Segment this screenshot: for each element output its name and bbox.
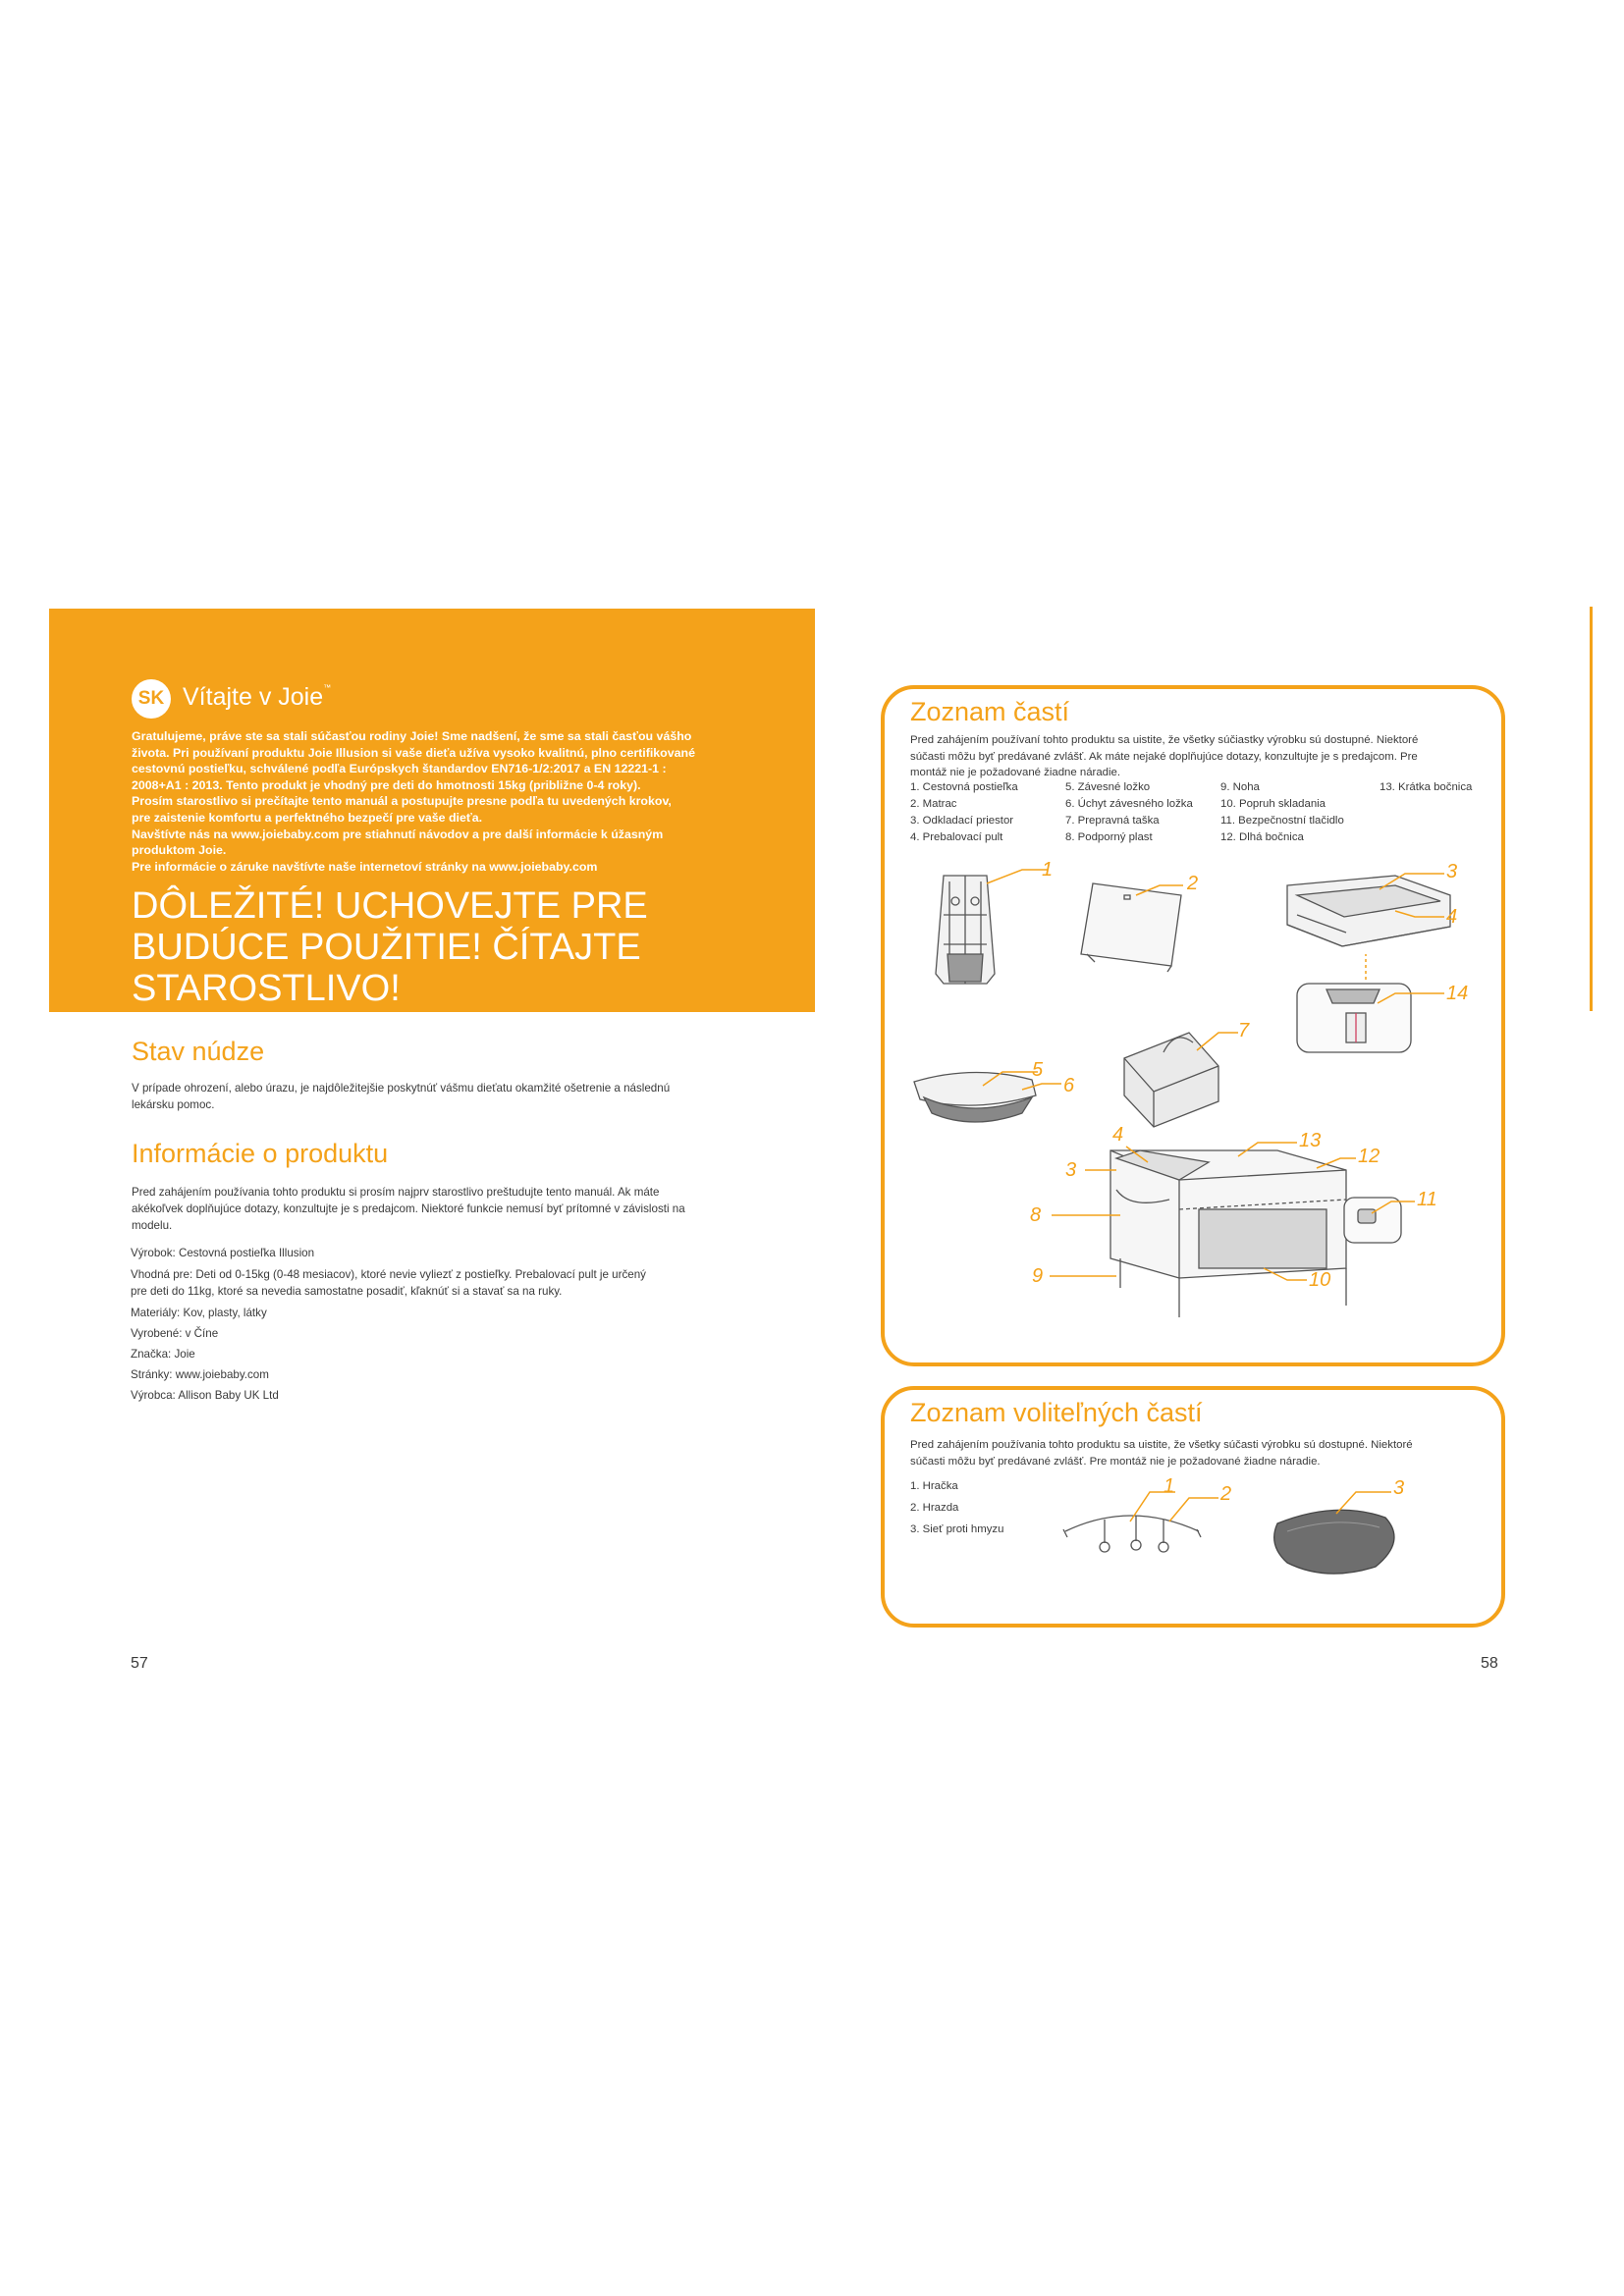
changer-storage-drawing bbox=[1287, 876, 1450, 946]
welcome-banner bbox=[49, 609, 815, 1012]
emergency-heading: Stav núdze bbox=[132, 1037, 265, 1066]
folded-cot-drawing bbox=[936, 876, 995, 984]
optional-parts-illustration bbox=[1042, 1472, 1493, 1590]
assembled-cot-drawing bbox=[1110, 1150, 1346, 1317]
parts-list-title: Zoznam častí bbox=[910, 697, 1070, 726]
spec-made-in: Vyrobené: v Číne bbox=[131, 1327, 219, 1340]
optional-item: 1. Hračka bbox=[910, 1480, 958, 1492]
callout-11: 11 bbox=[1417, 1189, 1437, 1210]
intro-text: Gratulujeme, práve ste sa stali súčasťou rodiny Joie! Sme nadšení, že sme sa stali časťou vášho života. Pri používaní produktu Joie Illusion si vaše dieťa užíva vysoko kvalitnú, plno certifikované cestovnú postieľku, schválené podľa Európskych štandardov EN716-1/2:2017 a EN 12221-1 : 2008+A1 : 2013. Tento produkt je vhodný pre deti do hmotnosti 15kg (približne 0-4 roky). Prosím starostlivo si prečítajte tento manuál a postupujte presne podľa tu uvedených krokov, pre zaistenie komfortu a perfektného bezpečí pre vaše dieťa. Navštívte nás na www.joiebaby.com pre stiahnutí návodov a pre další informácie k úžasným produktom Joie. Pre informácie o záruke navštívte naše internetoví stránky na www.joiebaby.com bbox=[132, 729, 695, 874]
emergency-text: V prípade ohrození, alebo úrazu, je najdôležitejšie poskytnúť vášmu dieťatu okamžité ošetrenie a následnú lekársku pomoc. bbox=[132, 1082, 671, 1111]
optional-parts-title: Zoznam voliteľných častí bbox=[910, 1398, 1203, 1427]
insect-net-drawing bbox=[1274, 1510, 1394, 1574]
important-warning: DÔLEŽITÉ! UCHOVEJTE PRE BUDÚCE POUŽITIE! ČÍTAJTE STAROSTLIVO! bbox=[132, 885, 648, 1009]
part-item: 13. Krátka bočnica bbox=[1380, 781, 1473, 793]
callout-14: 14 bbox=[1446, 983, 1469, 1004]
page-edge-line bbox=[1590, 607, 1593, 1011]
page-number-right: 58 bbox=[1481, 1655, 1498, 1672]
bassinet-drawing bbox=[914, 1072, 1036, 1122]
optional-callout-2: 2 bbox=[1220, 1483, 1232, 1505]
optional-item: 2. Hrazda bbox=[910, 1502, 959, 1514]
callout-13: 13 bbox=[1299, 1130, 1322, 1151]
mattress-drawing bbox=[1081, 883, 1181, 972]
part-item: 5. Závesné ložko bbox=[1065, 781, 1151, 793]
spec-manufacturer: Výrobca: Allison Baby UK Ltd bbox=[131, 1389, 279, 1402]
part-item: 10. Popruh skladania bbox=[1220, 798, 1326, 810]
optional-callout-3: 3 bbox=[1393, 1477, 1405, 1499]
product-info-heading: Informácie o produktu bbox=[132, 1139, 389, 1168]
callout-3: 3 bbox=[1446, 861, 1458, 882]
spec-brand: Značka: Joie bbox=[131, 1348, 195, 1361]
page-number-left: 57 bbox=[131, 1655, 148, 1672]
part-item: 8. Podporný plast bbox=[1065, 831, 1153, 843]
callout-5: 5 bbox=[1032, 1059, 1044, 1081]
spec-materials: Materiály: Kov, plasty, látky bbox=[131, 1307, 267, 1319]
spec-website: Stránky: www.joiebaby.com bbox=[131, 1368, 269, 1381]
part-item: 7. Prepravná taška bbox=[1065, 815, 1160, 827]
part-item: 2. Matrac bbox=[910, 798, 957, 810]
callout-4: 4 bbox=[1446, 906, 1458, 928]
part-item: 9. Noha bbox=[1220, 781, 1260, 793]
optional-item: 3. Sieť proti hmyzu bbox=[910, 1523, 1004, 1535]
callout-3-cot: 3 bbox=[1065, 1159, 1077, 1181]
callout-2: 2 bbox=[1187, 873, 1199, 894]
parts-illustration bbox=[885, 856, 1501, 1347]
spec-suitable-for-cont: pre deti do 11kg, ktoré sa nevedia samostatne posadiť, kľaknúť si a stavať sa na ruky. bbox=[131, 1285, 563, 1298]
callout-6: 6 bbox=[1063, 1075, 1075, 1096]
part-item: 6. Úchyt závesného ložka bbox=[1065, 798, 1193, 810]
travel-bag-drawing bbox=[1124, 1033, 1218, 1127]
product-info-text: Pred zahájením používania tohto produktu si prosím najprv starostlivo preštudujte tento manuál. Ak máte akékoľvek doplňujúce dotazy, konzultujte je s predajcom. Niektoré funkcie nemusí byť prítomné v závislosti na modelu. bbox=[132, 1186, 685, 1232]
parts-list-panel bbox=[881, 685, 1505, 1366]
language-badge: SK bbox=[132, 679, 171, 719]
part-item: 4. Prebalovací pult bbox=[910, 831, 1003, 843]
callout-10: 10 bbox=[1309, 1269, 1331, 1291]
callout-12: 12 bbox=[1358, 1146, 1380, 1167]
part-item: 3. Odkladací priestor bbox=[910, 815, 1014, 827]
part-item: 12. Dlhá bočnica bbox=[1220, 831, 1304, 843]
optional-parts-description: Pred zahájením používania tohto produktu sa uistite, že všetky súčasti výrobku sú dostupné. Niektoré súčasti môžu byť predávané zvlášť. Pre montáž nie je požadované žiadne náradie. bbox=[910, 1439, 1413, 1468]
part-item: 11. Bezpečnostní tlačidlo bbox=[1220, 815, 1344, 827]
callout-8: 8 bbox=[1030, 1204, 1042, 1226]
parts-list-description: Pred zahájením používaní tohto produktu sa uistite, že všetky súčiastky výrobku sú dostupné. Niektoré súčasti môžu byť predávané zvlášť. Ak máte nejaké doplňujúce dotazy, konzultujte je s predajcom. Pre montáž nie je požadované žiadne náradie. bbox=[910, 734, 1419, 778]
spec-suitable-for: Vhodná pre: Deti od 0-15kg (0-48 mesiacov), ktoré nevie vyliezť z postieľky. Prebalovací pult je určený bbox=[131, 1268, 646, 1281]
callout-9: 9 bbox=[1032, 1265, 1044, 1287]
optional-callout-1: 1 bbox=[1164, 1475, 1175, 1497]
callout-7: 7 bbox=[1238, 1020, 1250, 1041]
part-item: 1. Cestovná postieľka bbox=[910, 781, 1018, 793]
safety-button-detail-drawing bbox=[1344, 1198, 1401, 1243]
toy-bar-drawing bbox=[1063, 1516, 1201, 1552]
callout-4-cot: 4 bbox=[1112, 1124, 1124, 1146]
spec-product: Výrobok: Cestovná postieľka Illusion bbox=[131, 1247, 315, 1259]
welcome-title: Vítajte v Joie™ bbox=[183, 683, 332, 711]
callout-1: 1 bbox=[1042, 859, 1054, 881]
optional-parts-panel bbox=[881, 1386, 1505, 1628]
